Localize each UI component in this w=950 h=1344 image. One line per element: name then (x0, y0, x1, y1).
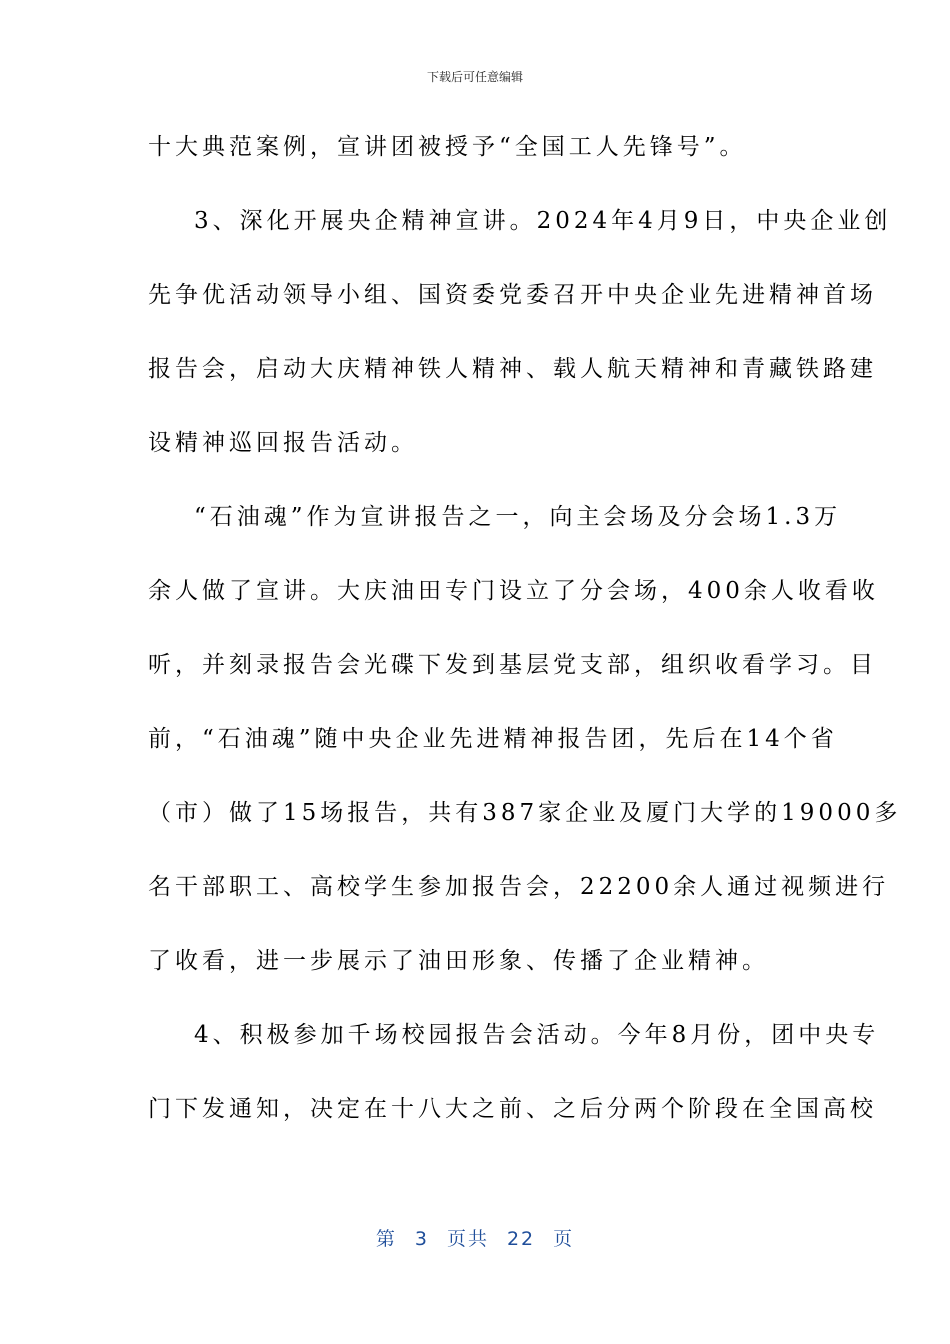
text-line: 先争优活动领导小组、国资委党委召开中央企业先进精神首场 (148, 282, 877, 308)
text-line: 名干部职工、高校学生参加报告会，22200余人通过视频进行 (148, 874, 890, 900)
text-line: 余人做了宣讲。大庆油田专门设立了分会场，400余人收看收 (148, 578, 879, 604)
header-note: 下载后可任意编辑 (426, 70, 523, 84)
footer-prefix: 第 (375, 1228, 397, 1250)
text-line: （市）做了15场报告，共有387家企业及厦门大学的19000多 (148, 800, 902, 826)
text-line: 3、深化开展央企精神宣讲。2024年4月9日，中央企业创 (194, 208, 892, 234)
text-line: 十大典范案例，宣讲团被授予“全国工人先锋号”。 (148, 134, 747, 160)
text-line: 了收看，进一步展示了油田形象、传播了企业精神。 (148, 948, 769, 974)
text-line: 前，“石油魂”随中央企业先进精神报告团，先后在14个省 (148, 726, 838, 752)
text-line: 设精神巡回报告活动。 (148, 430, 418, 456)
text-line: 报告会，启动大庆精神铁人精神、载人航天精神和青藏铁路建 (148, 356, 877, 382)
text-line: 4、积极参加千场校园报告会活动。今年8月份，团中央专 (194, 1022, 880, 1048)
document-body (148, 120, 902, 1156)
current-page-number: 3 (414, 1228, 429, 1250)
text-line: 门下发通知，决定在十八大之前、之后分两个阶段在全国高校 (148, 1096, 877, 1122)
page-footer (0, 1224, 950, 1251)
text-line: “石油魂”作为宣讲报告之一，向主会场及分会场1.3万 (194, 504, 842, 530)
text-line: 听，并刻录报告会光碟下发到基层党支部，组织收看学习。目 (148, 652, 877, 678)
footer-middle: 页共 (446, 1228, 489, 1250)
total-page-count: 22 (506, 1228, 536, 1250)
footer-suffix: 页 (553, 1228, 575, 1250)
